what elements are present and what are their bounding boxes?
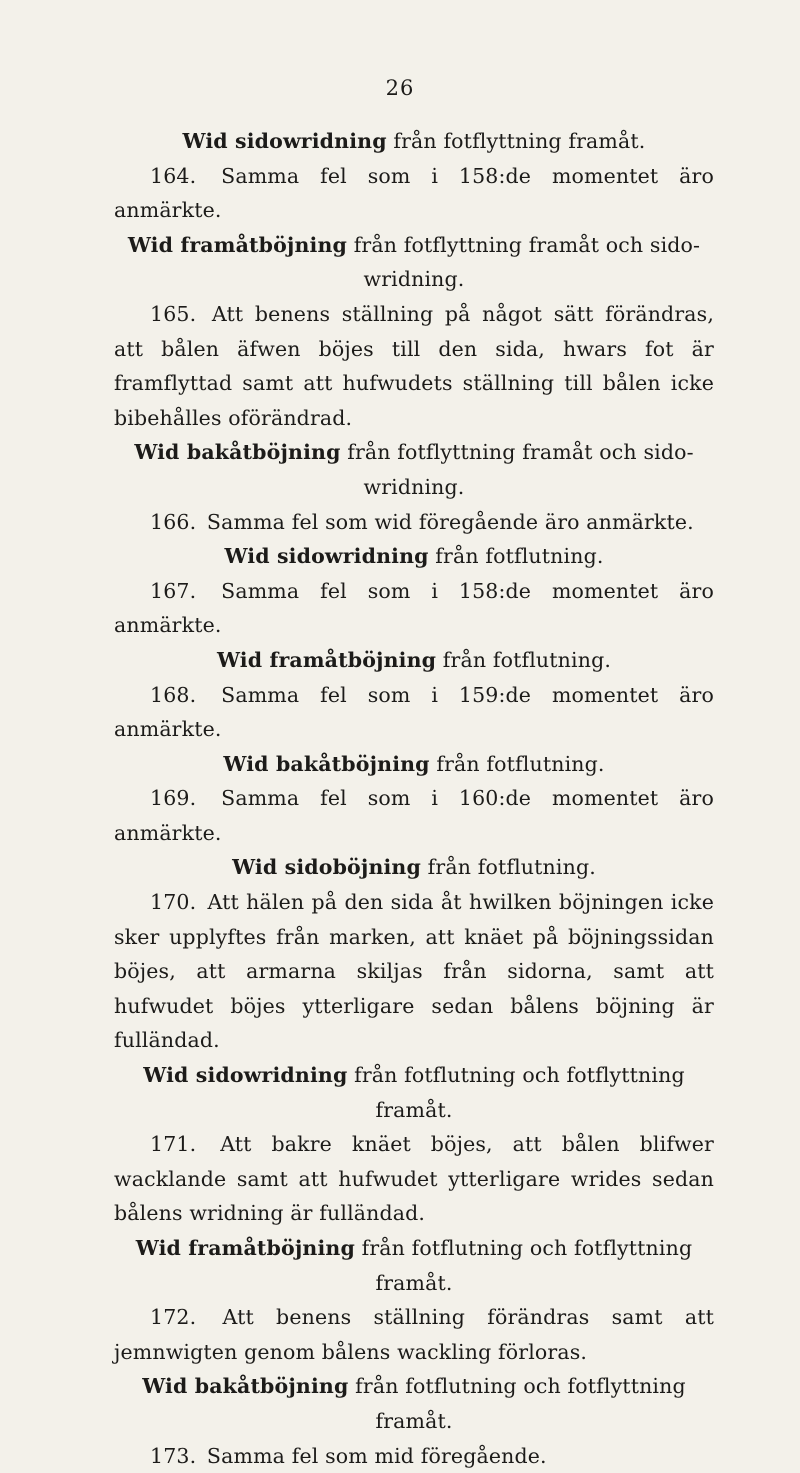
heading-keyword: Wid sidoböjning [232,855,421,880]
heading-keyword: Wid framåtböjning [127,232,348,257]
paragraph-number: 169. [150,786,197,811]
numbered-paragraph [114,297,714,435]
heading-rest: från fotflyttning framåt. [386,129,646,153]
numbered-paragraph [114,1127,714,1231]
heading-keyword: Wid sidowridning [143,1063,348,1088]
paragraph-text: Samma fel som mid föregående. [206,1443,547,1468]
numbered-paragraph [114,159,714,228]
paragraph-text: Samma fel som i 159:de momentet äro anmärkte. [114,682,714,742]
paragraph-text: Samma fel som i 158:de momentet äro anmärkte. [114,163,714,223]
section-heading [114,850,714,885]
section-heading [114,747,714,782]
heading-rest: från fotflutning. [428,544,604,569]
heading-rest: från fotflutning och fotflyttning framåt. [348,1374,686,1433]
section-heading [114,643,714,678]
paragraph-number: 172. [150,1305,197,1330]
paragraph-text: Att bakre knäet böjes, att bålen blifwer wacklande samt att hufwudet ytterligare wrides sedan bålens wridning är fulländad. [114,1132,714,1226]
section-heading [114,1369,714,1438]
heading-keyword: Wid bakåtböjning [142,1374,349,1399]
heading-rest: från fotflyttning framåt och sido-wridning. [340,440,694,499]
paragraph-text: Att benens ställning på något sätt förändras, att bålen äfwen böjes till den sida, hwars fot är framflyttad samt att hufwudets ställning till bålen icke bibehålles oförändrad. [114,301,714,430]
paragraph-text: Samma fel som i 160:de momentet äro anmärkte. [114,786,714,845]
heading-rest: från fotflutning. [436,647,612,672]
heading-rest: från fotflutning. [429,751,605,776]
paragraph-number: 173. [150,1443,197,1468]
numbered-paragraph [114,885,714,1058]
heading-rest: från fotflutning. [420,855,596,880]
heading-keyword: Wid sidowridning [182,129,387,153]
paragraph-text: Samma fel som i 158:de momentet äro anmärkte. [114,578,714,638]
page-body [114,124,714,1473]
numbered-paragraph [114,1300,714,1369]
page-number: 26 [385,76,415,100]
paragraph-number: 166. [150,509,197,534]
heading-rest: från fotflyttning framåt och sido-wridning. [347,232,701,292]
section-heading [114,435,714,504]
section-heading [114,1058,714,1127]
heading-rest: från fotflutning och fotflyttning framåt. [354,1236,693,1295]
numbered-paragraph [114,678,714,747]
paragraph-text: Samma fel som wid föregående äro anmärkte. [206,509,694,534]
numbered-paragraph [114,574,714,643]
section-heading [114,228,714,297]
heading-keyword: Wid framåtböjning [216,647,437,672]
numbered-paragraph [114,781,714,850]
paragraph-number: 167. [150,578,197,603]
numbered-paragraph [114,1439,714,1473]
section-heading [114,124,714,159]
section-heading [114,1231,714,1300]
heading-keyword: Wid bakåtböjning [223,751,430,776]
paragraph-number: 170. [150,890,197,915]
section-heading [114,539,714,574]
paragraph-number: 164. [150,163,197,188]
paragraph-number: 168. [150,682,197,707]
heading-rest: från fotflutning och fotflyttning framåt. [347,1063,685,1122]
paragraph-text: Att hälen på den sida åt hwilken böjningen icke sker upplyftes från marken, att knäet på böjningssidan böjes, att armarna skiljas från sidorna, samt att hufwudet böjes ytterligare sedan bålens böjning är fulländad. [114,890,714,1053]
heading-keyword: Wid framåtböjning [135,1236,355,1260]
paragraph-number: 165. [150,301,197,326]
paragraph-text: Att benens ställning förändras samt att jemnwigten genom bålens wackling förloras. [114,1305,714,1364]
heading-keyword: Wid sidowridning [224,544,429,569]
heading-keyword: Wid bakåtböjning [134,440,341,465]
numbered-paragraph [114,505,714,540]
paragraph-number: 171. [150,1132,197,1157]
